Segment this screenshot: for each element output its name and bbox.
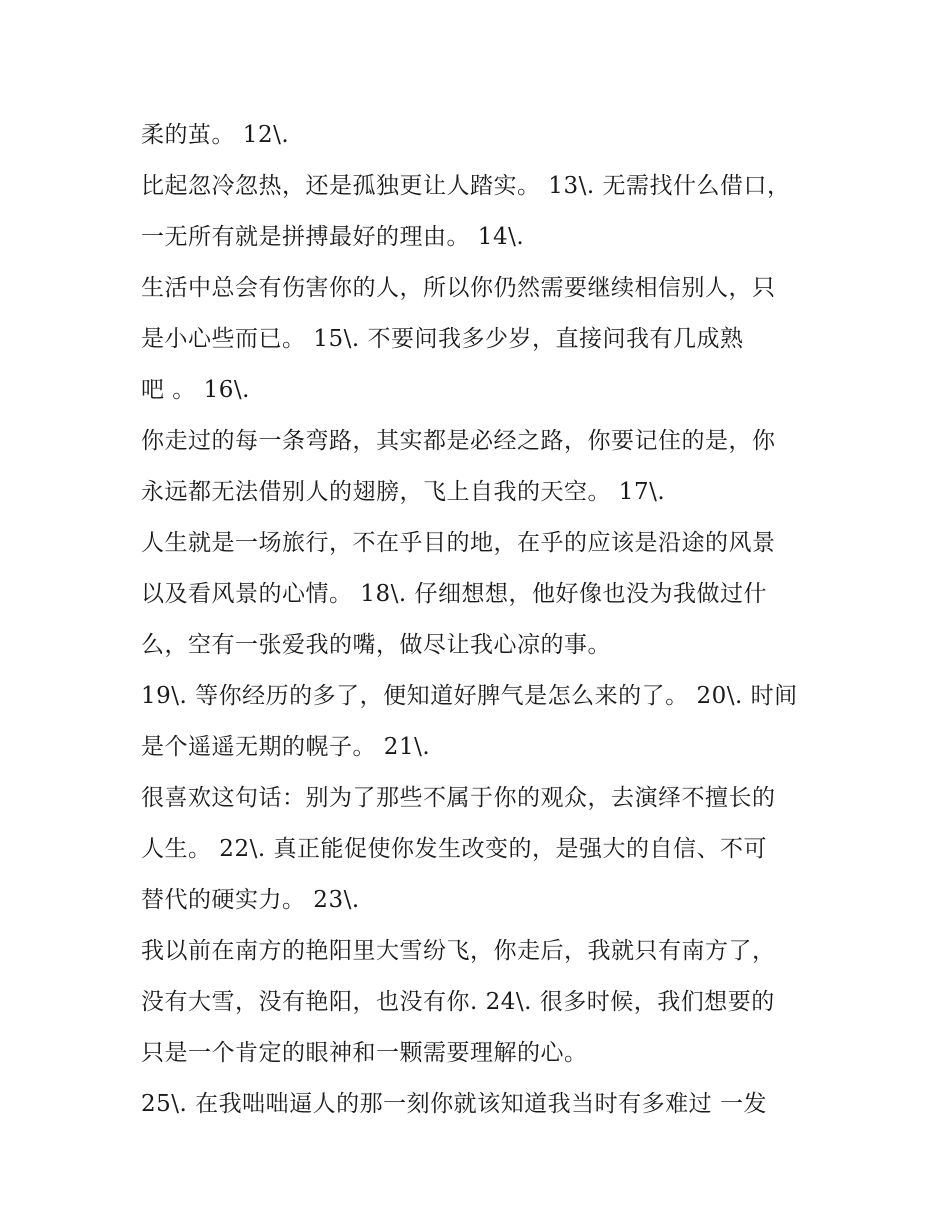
text-line: 人生就是一场旅行，不在乎目的地，在乎的应该是沿途的风景 — [141, 530, 776, 556]
text-line: 没有大雪，没有艳阳，也没有你. 24\. 很多时候，我们想要的 — [141, 989, 775, 1015]
text-line: 很喜欢这句话：别为了那些不属于你的观众，去演绎不擅长的 — [141, 785, 776, 811]
text-line: 永远都无法借别人的翅膀，飞上自我的天空。 17\. — [141, 479, 666, 505]
text-line: 是小心些而已。 15\. 不要问我多少岁，直接问我有几成熟 — [141, 326, 744, 352]
text-line: 19\. 等你经历的多了，便知道好脾气是怎么来的了。 20\. 时间 — [141, 683, 798, 709]
text-line: 你走过的每一条弯路，其实都是必经之路，你要记住的是，你 — [141, 428, 776, 454]
text-line: 人生。 22\. 真正能促使你发生改变的，是强大的自信、不可 — [141, 836, 767, 862]
text-line: 生活中总会有伤害你的人，所以你仍然需要继续相信别人，只 — [141, 275, 776, 301]
text-line: 以及看风景的心情。 18\. 仔细想想，他好像也没为我做过什 — [141, 581, 767, 607]
text-line: 是个遥遥无期的幌子。 21\. — [141, 734, 431, 760]
text-line: 柔的茧。 12\. — [141, 122, 290, 148]
text-line: 替代的硬实力。 23\. — [141, 887, 360, 913]
text-line: 我以前在南方的艳阳里大雪纷飞，你走后，我就只有南方了， — [141, 938, 776, 964]
text-line: 么，空有一张爱我的嘴，做尽让我心凉的事。 — [141, 632, 611, 658]
text-line: 吧 。 16\. — [141, 377, 250, 403]
text-line: 只是一个肯定的眼神和一颗需要理解的心。 — [141, 1040, 588, 1066]
text-line: 25\. 在我咄咄逼人的那一刻你就该知道我当时有多难过 一发 — [141, 1091, 767, 1117]
document-text-body — [141, 110, 831, 1130]
text-line: 比起忽冷忽热，还是孤独更让人踏实。 13\. 无需找什么借口， — [141, 173, 791, 199]
text-line: 一无所有就是拼搏最好的理由。 14\. — [141, 224, 525, 250]
